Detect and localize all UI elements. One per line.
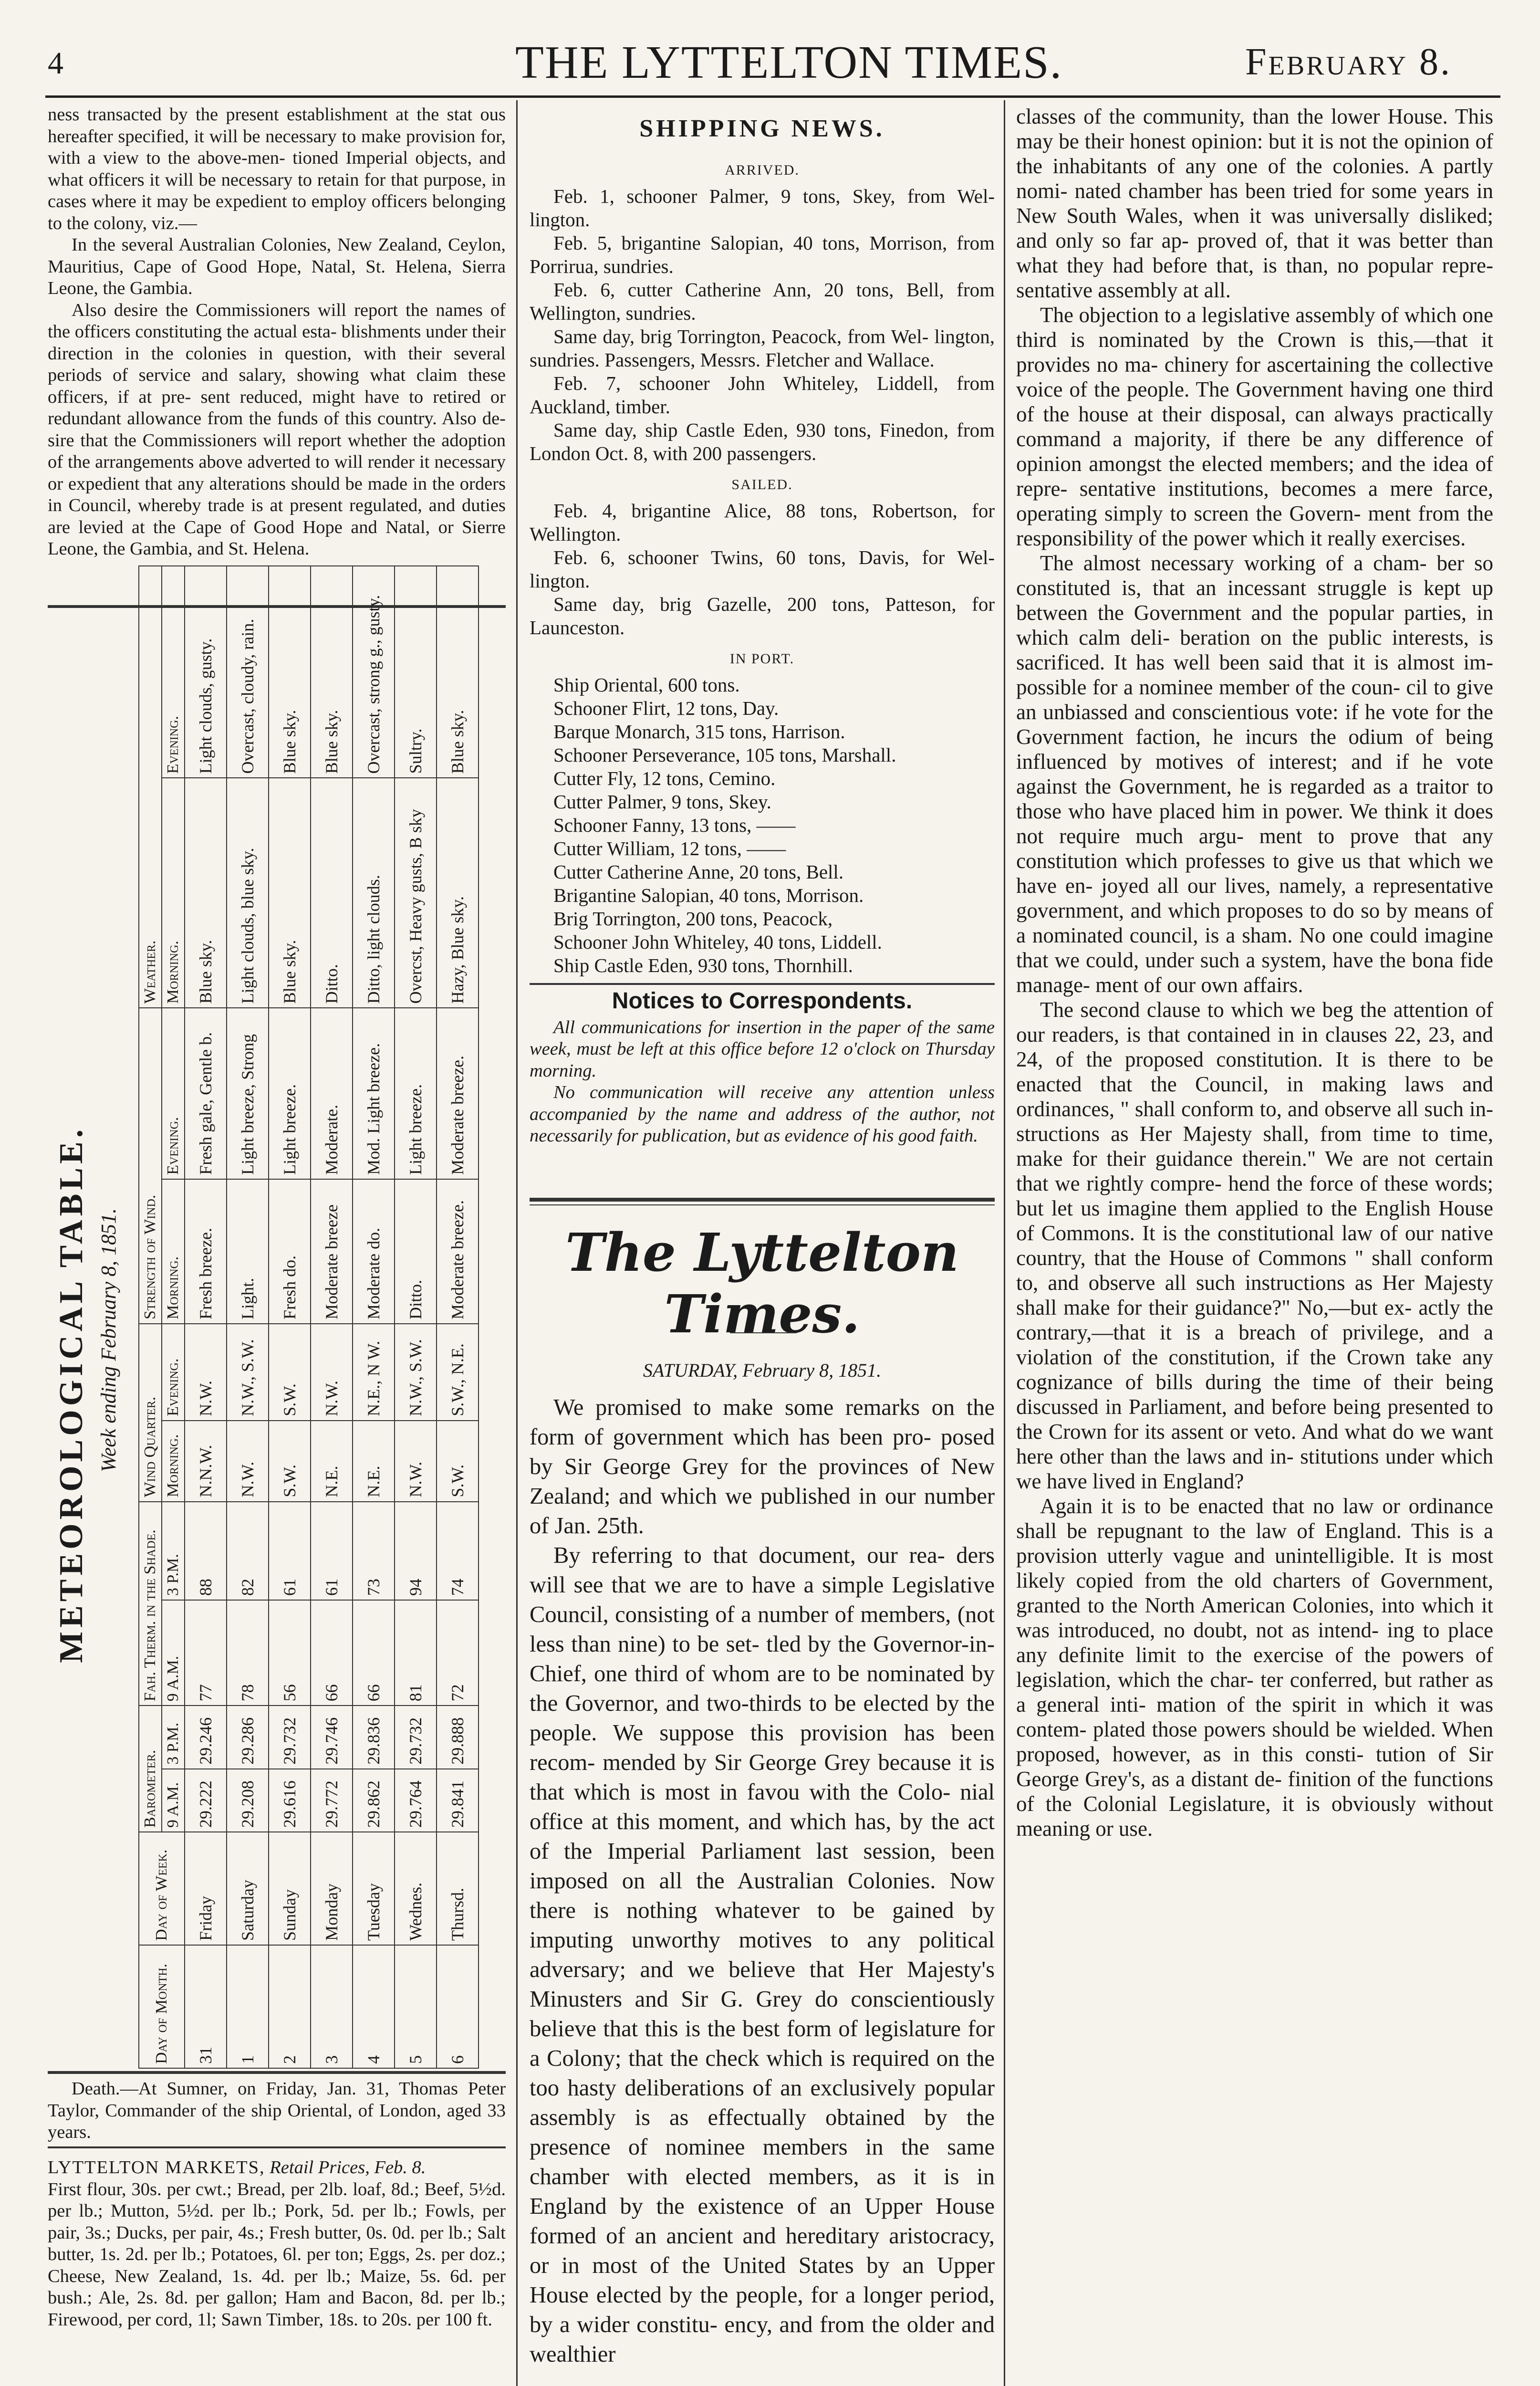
dateline-rule xyxy=(730,1332,797,1333)
table-cell: 29.764 xyxy=(395,1769,437,1832)
page-number: 4 xyxy=(48,46,63,81)
table-cell: Moderate breeze. xyxy=(437,1008,479,1179)
table-cell: S.W. xyxy=(269,1421,311,1502)
markets-block xyxy=(48,2157,506,2331)
table-cell: Ditto. xyxy=(311,778,353,1008)
inport-item: Schooner Fanny, 13 tons, —— xyxy=(553,814,796,836)
arrived-item: Feb. 6, cutter Catherine Ann, 20 tons, Bell, from Wellington, sundries. xyxy=(530,279,995,324)
table-cell: Fresh breeze. xyxy=(185,1179,227,1324)
inport-item: Schooner John Whiteley, 40 tons, Liddell. xyxy=(553,931,882,953)
table-cell: 88 xyxy=(185,1502,227,1601)
inport-item: Cutter Palmer, 9 tons, Skey. xyxy=(553,791,771,813)
table-cell: N.E., N W. xyxy=(353,1324,395,1421)
table-cell: Fresh gale, Gentle b. xyxy=(185,1008,227,1179)
met-table-subtitle: Week ending February 8, 1851. xyxy=(97,1208,120,1472)
markets-text: First flour, 30s. per cwt.; Bread, per 2lb. loaf, 8d.; Beef, 5½d. per lb.; Mutton, 5½d. per lb.; Pork, 5d. per lb.; Fowls, per pair, 3s.; Ducks, per pair, 4s.; Fresh butter, 0s. 0d. per lb.; Salt butter, 1s. 2d. per lb.; Potatoes, 6l. per ton; Eggs, 2s. per doz.; Cheese, New Zealand, 1s. 4d. per lb.; Maize, 5s. 6d. per bush.; Ale, 2s. 8d. per gallon; Ham and Bacon, 8d. per lb.; Firewood, per cord, 1l; Sawn Timber, 18s. to 20s. per 100 ft. xyxy=(48,2179,506,2330)
inport-item: Schooner Perseverance, 105 tons, Marshall. xyxy=(553,744,896,766)
col-header: Fah. Therm. in the Shade. xyxy=(139,1502,162,1706)
editorial-body xyxy=(530,1393,995,2369)
table-cell: 61 xyxy=(269,1502,311,1601)
article-paragraph: classes of the community, than the lower House. This may be their honest opinion: but it is not the opinion of the inhabitants of any one of the colonies. A partly nomi- nated chamber has been tried for some years in New South Wales, when it was universally disliked; and only so far ap- proved of, that it was better than what they had before that, is than, no popular repre- sentative assembly at all. xyxy=(1016,105,1493,302)
table-cell: N.N.W. xyxy=(185,1421,227,1502)
table-cell: Sunday xyxy=(269,1832,311,1945)
table-cell: 31 xyxy=(185,1945,227,2068)
shipping-news xyxy=(530,107,995,977)
table-cell: 94 xyxy=(395,1502,437,1601)
sailed-item: Feb. 4, brigantine Alice, 88 tons, Robertson, for Wellington. xyxy=(530,500,995,545)
sub-header: Morning. xyxy=(162,778,185,1008)
table-row xyxy=(353,566,395,2068)
sub-header: 3 P.M. xyxy=(162,1502,185,1601)
header-date: February 8. xyxy=(1245,41,1452,83)
table-cell: 29.222 xyxy=(185,1769,227,1832)
col-header: Weather. xyxy=(139,566,162,1008)
arrived-list xyxy=(530,185,995,465)
arrived-item: Feb. 1, schooner Palmer, 9 tons, Skey, from Wel- lington. xyxy=(530,185,995,230)
table-cell: 29.746 xyxy=(311,1706,353,1769)
article-paragraph: The almost necessary working of a cham- ber so constituted is, that an incessant struggle is kept up between the Government and the popular parties, in which calm deli- beration on the public interests, is sacrificed. It has well been said that it is almost im- possible for a nominee member of the coun- cil to give an unbiassed and conscientious vote: if he vote for the Government faction, he incurs the odium of being influenced by motives of interest; and if he vote against the Government, he is regarded as a traitor to those who have placed him in power. We think it does not require much argu- ment to prove that any constitution which professes to give us that which we have en- joyed all our lives, namely, a representative government, and which proposes to do so by means of a nominated council, is a sham. No one could imagine that we could, under such a system, have the bona fide manage- ment of our own affairs. xyxy=(1016,551,1493,997)
death-text: Death.—At Sumner, on Friday, Jan. 31, Thomas Peter Taylor, Commander of the ship Oriental, of London, aged 33 years. xyxy=(48,2079,506,2142)
table-cell: Moderate. xyxy=(311,1008,353,1179)
table-row xyxy=(227,566,269,2068)
inport-item: Schooner Flirt, 12 tons, Day. xyxy=(553,697,779,719)
meteorological-table xyxy=(52,570,510,2069)
article-paragraph: The second clause to which we beg the attention of our readers, is that contained in in clauses 22, 23, and 24, of the proposed constitution. It is there to be enacted that the Council, in making laws and ordinances, " shall conform to, and observe all such in- structions as Her Majesty shall, from time to time, make for their guidance therein." We are not certain that we rightly compre- hend the force of these words; but let us imagine them applied to the English House of Commons. It is the constitutional law of our native country, that the House of Commons " shall conform to, and observe all such instructions as Her Majesty shall make for their guidance?" No,—but ex- actly the contrary,—that it is a breach of privilege, and a violation of the constitution, if the Crown take any cognizance of bills during the time of their being discussed in Parliament, and before being presented to the Crown for its assent or veto. And what do we want here other than the laws and in- stitutions under which we have lived in England? xyxy=(1016,998,1493,1493)
arrived-heading: ARRIVED. xyxy=(725,162,800,178)
table-cell: Tuesday xyxy=(353,1832,395,1945)
table-cell: Saturday xyxy=(227,1832,269,1945)
section-rule xyxy=(530,1198,995,1202)
section-rule xyxy=(530,983,995,985)
sub-header: Evening. xyxy=(162,1324,185,1421)
col-header: Strength of Wind. xyxy=(139,1008,162,1324)
column-rule xyxy=(516,100,518,2386)
table-cell: 74 xyxy=(437,1502,479,1601)
article-paragraph: In the several Australian Colonies, New Zealand, Ceylon, Mauritius, Cape of Good Hope, Natal, St. Helena, Sierra Leone, the Gambia. xyxy=(48,235,506,298)
table-cell: Blue sky. xyxy=(311,566,353,778)
table-cell: 3 xyxy=(311,1945,353,2068)
sailed-item: Feb. 6, schooner Twins, 60 tons, Davis, for Wel- lington. xyxy=(530,546,995,592)
table-cell: Ditto. xyxy=(395,1179,437,1324)
notices xyxy=(530,990,995,1147)
article-paragraph: Also desire the Commissioners will report the names of the officers constituting the actual esta- blishments under their direction in the colonies in question, with their several periods of service and salary, showing what claim these officers, if at pre- sent reduced, might have to retired or redundant allowance from the funds of this country. Also de- sire that the Commissioners will report whether the adoption of the arrangements above adverted to will render it necessary or expedient that any alterations should be made in the orders in Council, whereby trade is at present regulated, and duties are levied at the Cape of Good Hope and Natal, or Sierre Leone, the Gambia, and St. Helena. xyxy=(48,300,506,559)
sub-header: Morning. xyxy=(162,1179,185,1324)
table-cell: Moderate do. xyxy=(353,1179,395,1324)
notices-text: All communications for insertion in the paper of the same week, must be left at this office before 12 o'clock on Thursday morning. xyxy=(530,1017,995,1081)
sub-header: Morning. xyxy=(162,1421,185,1502)
header-rule xyxy=(45,95,1500,98)
table-row xyxy=(311,566,353,2068)
death-notice xyxy=(48,2078,506,2144)
table-cell: Fresh do. xyxy=(269,1179,311,1324)
editorial xyxy=(530,1222,995,2369)
sub-header: 9 A.M. xyxy=(162,1769,185,1832)
column-rule xyxy=(1004,100,1005,2386)
table-cell: 66 xyxy=(353,1600,395,1706)
markets-subtitle: Retail Prices, Feb. 8. xyxy=(270,2157,426,2177)
table-cell: 82 xyxy=(227,1502,269,1601)
editorial-paragraph: By referring to that document, our rea- ders will see that we are to have a simple Legislative Council, consisting of a number of members, (not less than nine) to be set- tled by the Governor-in-Chief, one third of whom are to be nominated by the Governor, and two-thirds to be elected by the people. We suppose this provision has been recom- mended by Sir George Grey because it is that which is most in favou with the Colo- nial office at this moment, and which has, by the act of the Imperial Parliament last session, been imposed on all the Australian Colonies. Now there is nothing whatever to be gained by imputing unworthy motives to any political adversary; and we believe that Her Majesty's Minusters and Sir G. Grey do conscientiously believe that this is the best form of legislature for a Colony; that the check which is required on the too hasty deliberations of an exclusively popular assembly is as effectually obtained by the presence of nominee members in the same chamber with elected members, as it is in England by the existence of an Upper House formed of an ancient and hereditary aristocracy, or in most of the United States by an Upper House elected by the people, for a longer period, by a wider constitu- ency, and from the older and wealthier xyxy=(530,1543,995,2367)
table-cell: Light breeze. xyxy=(395,1008,437,1179)
inport-item: Brig Torrington, 200 tons, Peacock, xyxy=(553,908,833,930)
table-cell: 6 xyxy=(437,1945,479,2068)
shipping-title: SHIPPING NEWS. xyxy=(639,115,885,142)
table-cell: N.W., S.W. xyxy=(227,1324,269,1421)
section-rule xyxy=(48,2146,506,2148)
table-row xyxy=(185,566,227,2068)
table-cell: Friday xyxy=(185,1832,227,1945)
editorial-dateline: SATURDAY, February 8, 1851. xyxy=(643,1360,882,1381)
table-cell: S.W., N.E. xyxy=(437,1324,479,1421)
inport-item: Ship Castle Eden, 930 tons, Thornhill. xyxy=(553,954,853,976)
sub-header: 9 A.M. xyxy=(162,1600,185,1706)
inport-heading: IN PORT. xyxy=(729,651,795,667)
sailed-heading: SAILED. xyxy=(731,477,793,492)
table-cell: N.W. xyxy=(395,1421,437,1502)
editorial-paragraph: We promised to make some remarks on the form of government which has been pro- posed by Sir George Grey for the provinces of New Zealand; and which we published in our number of Jan. 25th. xyxy=(530,1395,995,1538)
table-cell: Overcast, strong g., gusty. xyxy=(353,566,395,778)
arrived-item: Feb. 5, brigantine Salopian, 40 tons, Morrison, from Porrirua, sundries. xyxy=(530,232,995,277)
notices-title: Notices to Correspondents. xyxy=(612,988,913,1014)
article-paragraph: Again it is to be enacted that no law or ordinance shall be repugnant to the law of England. This is a provision utterly vague and unintelligible. It is most likely copied from the old charters of Government, granted to the North American Colonies, into which it was introduced, no doubt, not as intend- ing to place any definite limit to the exercise of the powers of legislation, which the char- ter conferred, but rather as a general inti- mation of the spirit in which it was contem- plated those powers should be wielded. When proposed, however, as in this consti- tution of Sir George Grey's, as a distant de- finition of the functions of the Colonial Legislature, it is obviously without meaning or use. xyxy=(1016,1494,1493,1841)
inport-item: Cutter Fly, 12 tons, Cemino. xyxy=(553,767,776,789)
table-cell: 56 xyxy=(269,1600,311,1706)
col-header: Day of Month. xyxy=(139,1945,185,2068)
sailed-item: Same day, brig Gazelle, 200 tons, Patteson, for Launceston. xyxy=(530,593,995,638)
table-cell: Blue sky. xyxy=(437,566,479,778)
table-cell: N.E. xyxy=(353,1421,395,1502)
table-cell: Blue sky. xyxy=(269,778,311,1008)
inport-item: Cutter William, 12 tons, —— xyxy=(553,837,786,859)
inport-item: Cutter Catherine Anne, 20 tons, Bell. xyxy=(553,861,844,883)
table-cell: 29.836 xyxy=(353,1706,395,1769)
sailed-list xyxy=(530,499,995,639)
table-cell: Hazy, Blue sky. xyxy=(437,778,479,1008)
table-cell: Blue sky. xyxy=(269,566,311,778)
markets-title: LYTTELTON MARKETS, xyxy=(48,2157,265,2177)
table-cell: 81 xyxy=(395,1600,437,1706)
table-cell: 29.862 xyxy=(353,1769,395,1832)
table-cell: Monday xyxy=(311,1832,353,1945)
arrived-item: Same day, brig Torrington, Peacock, from Wel- lington, sundries. Passengers, Messrs. Fletcher and Wallace. xyxy=(530,325,995,371)
col-header: Barometer. xyxy=(139,1706,162,1832)
notices-text: No communication will receive any attention unless accompanied by the name and address of the author, not necessarily for publication, but as evidence of his good faith. xyxy=(530,1082,995,1146)
section-rule xyxy=(530,1204,995,1205)
table-cell: 29.888 xyxy=(437,1706,479,1769)
table-cell: Moderate breeze xyxy=(311,1179,353,1324)
table-cell: 29.616 xyxy=(269,1769,311,1832)
table-cell: Light breeze. xyxy=(269,1008,311,1179)
arrived-item: Same day, ship Castle Eden, 930 tons, Finedon, from London Oct. 8, with 200 passengers. xyxy=(530,419,995,464)
table-cell: N.W. xyxy=(185,1324,227,1421)
table-cell: 29.732 xyxy=(395,1706,437,1769)
table-cell: 29.841 xyxy=(437,1769,479,1832)
column-1-top xyxy=(48,104,506,560)
inport-item: Ship Oriental, 600 tons. xyxy=(553,674,740,696)
inport-list xyxy=(530,673,995,977)
table-cell: Light clouds, blue sky. xyxy=(227,778,269,1008)
table-cell: 73 xyxy=(353,1502,395,1601)
inport-item: Barque Monarch, 315 tons, Harrison. xyxy=(553,721,845,743)
table-cell: Light breeze, Strong xyxy=(227,1008,269,1179)
table-row xyxy=(395,566,437,2068)
met-table-title: METEOROLOGICAL TABLE. xyxy=(53,1125,90,1663)
section-rule xyxy=(48,2071,506,2074)
table-row xyxy=(269,566,311,2068)
table-cell: Blue sky. xyxy=(185,778,227,1008)
table-cell: 29.732 xyxy=(269,1706,311,1769)
table-cell: Overcst, Heavy gusts, B sky xyxy=(395,778,437,1008)
table-cell: 78 xyxy=(227,1600,269,1706)
table-cell: 29.246 xyxy=(185,1706,227,1769)
inport-item: Brigantine Salopian, 40 tons, Morrison. xyxy=(553,884,864,906)
article-paragraph: ness transacted by the present establishment at the stat ous hereafter specified, it will be necessary to make provision for, with a view to the above-men- tioned Imperial objects, and what officers it will be necessary to retain for that purpose, in cases where it may be expedient to employ officers belonging to the colony, viz.— xyxy=(48,105,506,233)
met-data-table xyxy=(138,565,479,2069)
sub-header: Evening. xyxy=(162,1008,185,1179)
table-cell: N.W., S.W. xyxy=(395,1324,437,1421)
table-cell: S.W. xyxy=(437,1421,479,1502)
table-cell: 61 xyxy=(311,1502,353,1601)
col-header: Wind Quarter. xyxy=(139,1324,162,1502)
sub-header: 3 P.M. xyxy=(162,1706,185,1769)
table-cell: 29.208 xyxy=(227,1769,269,1832)
table-cell: Overcast, cloudy, rain. xyxy=(227,566,269,778)
table-cell: S.W. xyxy=(269,1324,311,1421)
arrived-item: Feb. 7, schooner John Whiteley, Liddell, from Auckland, timber. xyxy=(530,372,995,418)
newspaper-title: THE LYTTELTON TIMES. xyxy=(515,37,1063,88)
table-cell: Ditto, light clouds. xyxy=(353,778,395,1008)
table-cell: Wednes. xyxy=(395,1832,437,1945)
table-cell: 29.772 xyxy=(311,1769,353,1832)
table-cell: N.E. xyxy=(311,1421,353,1502)
table-cell: Moderate breeze. xyxy=(437,1179,479,1324)
column-4 xyxy=(1016,104,1493,1841)
col-header: Day of Week. xyxy=(139,1832,185,1945)
table-cell: 72 xyxy=(437,1600,479,1706)
table-cell: 5 xyxy=(395,1945,437,2068)
table-cell: Thursd. xyxy=(437,1832,479,1945)
table-row xyxy=(437,566,479,2068)
table-cell: Sultry. xyxy=(395,566,437,778)
table-cell: 29.286 xyxy=(227,1706,269,1769)
table-cell: 4 xyxy=(353,1945,395,2068)
table-cell: 2 xyxy=(269,1945,311,2068)
table-cell: N.W. xyxy=(227,1421,269,1502)
editorial-masthead: The Lyttelton Times. xyxy=(565,1222,959,1345)
table-cell: Light. xyxy=(227,1179,269,1324)
table-cell: 77 xyxy=(185,1600,227,1706)
sub-header: Evening. xyxy=(162,566,185,778)
table-cell: 66 xyxy=(311,1600,353,1706)
table-cell: 1 xyxy=(227,1945,269,2068)
table-cell: Light clouds, gusty. xyxy=(185,566,227,778)
table-cell: Mod. Light breeze. xyxy=(353,1008,395,1179)
article-paragraph: The objection to a legislative assembly of which one third is nominated by the Crown is this,—that it provides no ma- chinery for ascertaining the collective voice of the people. The Government having one third of the house at their disposal, can always practically command a majority, if there be any difference of opinion amongst the elected members; and the idea of repre- sentative institutions, becomes a mere farce, operating simply to screen the Govern- ment from the responsibility of the power which it really exercises. xyxy=(1016,303,1493,550)
table-cell: N.W. xyxy=(311,1324,353,1421)
